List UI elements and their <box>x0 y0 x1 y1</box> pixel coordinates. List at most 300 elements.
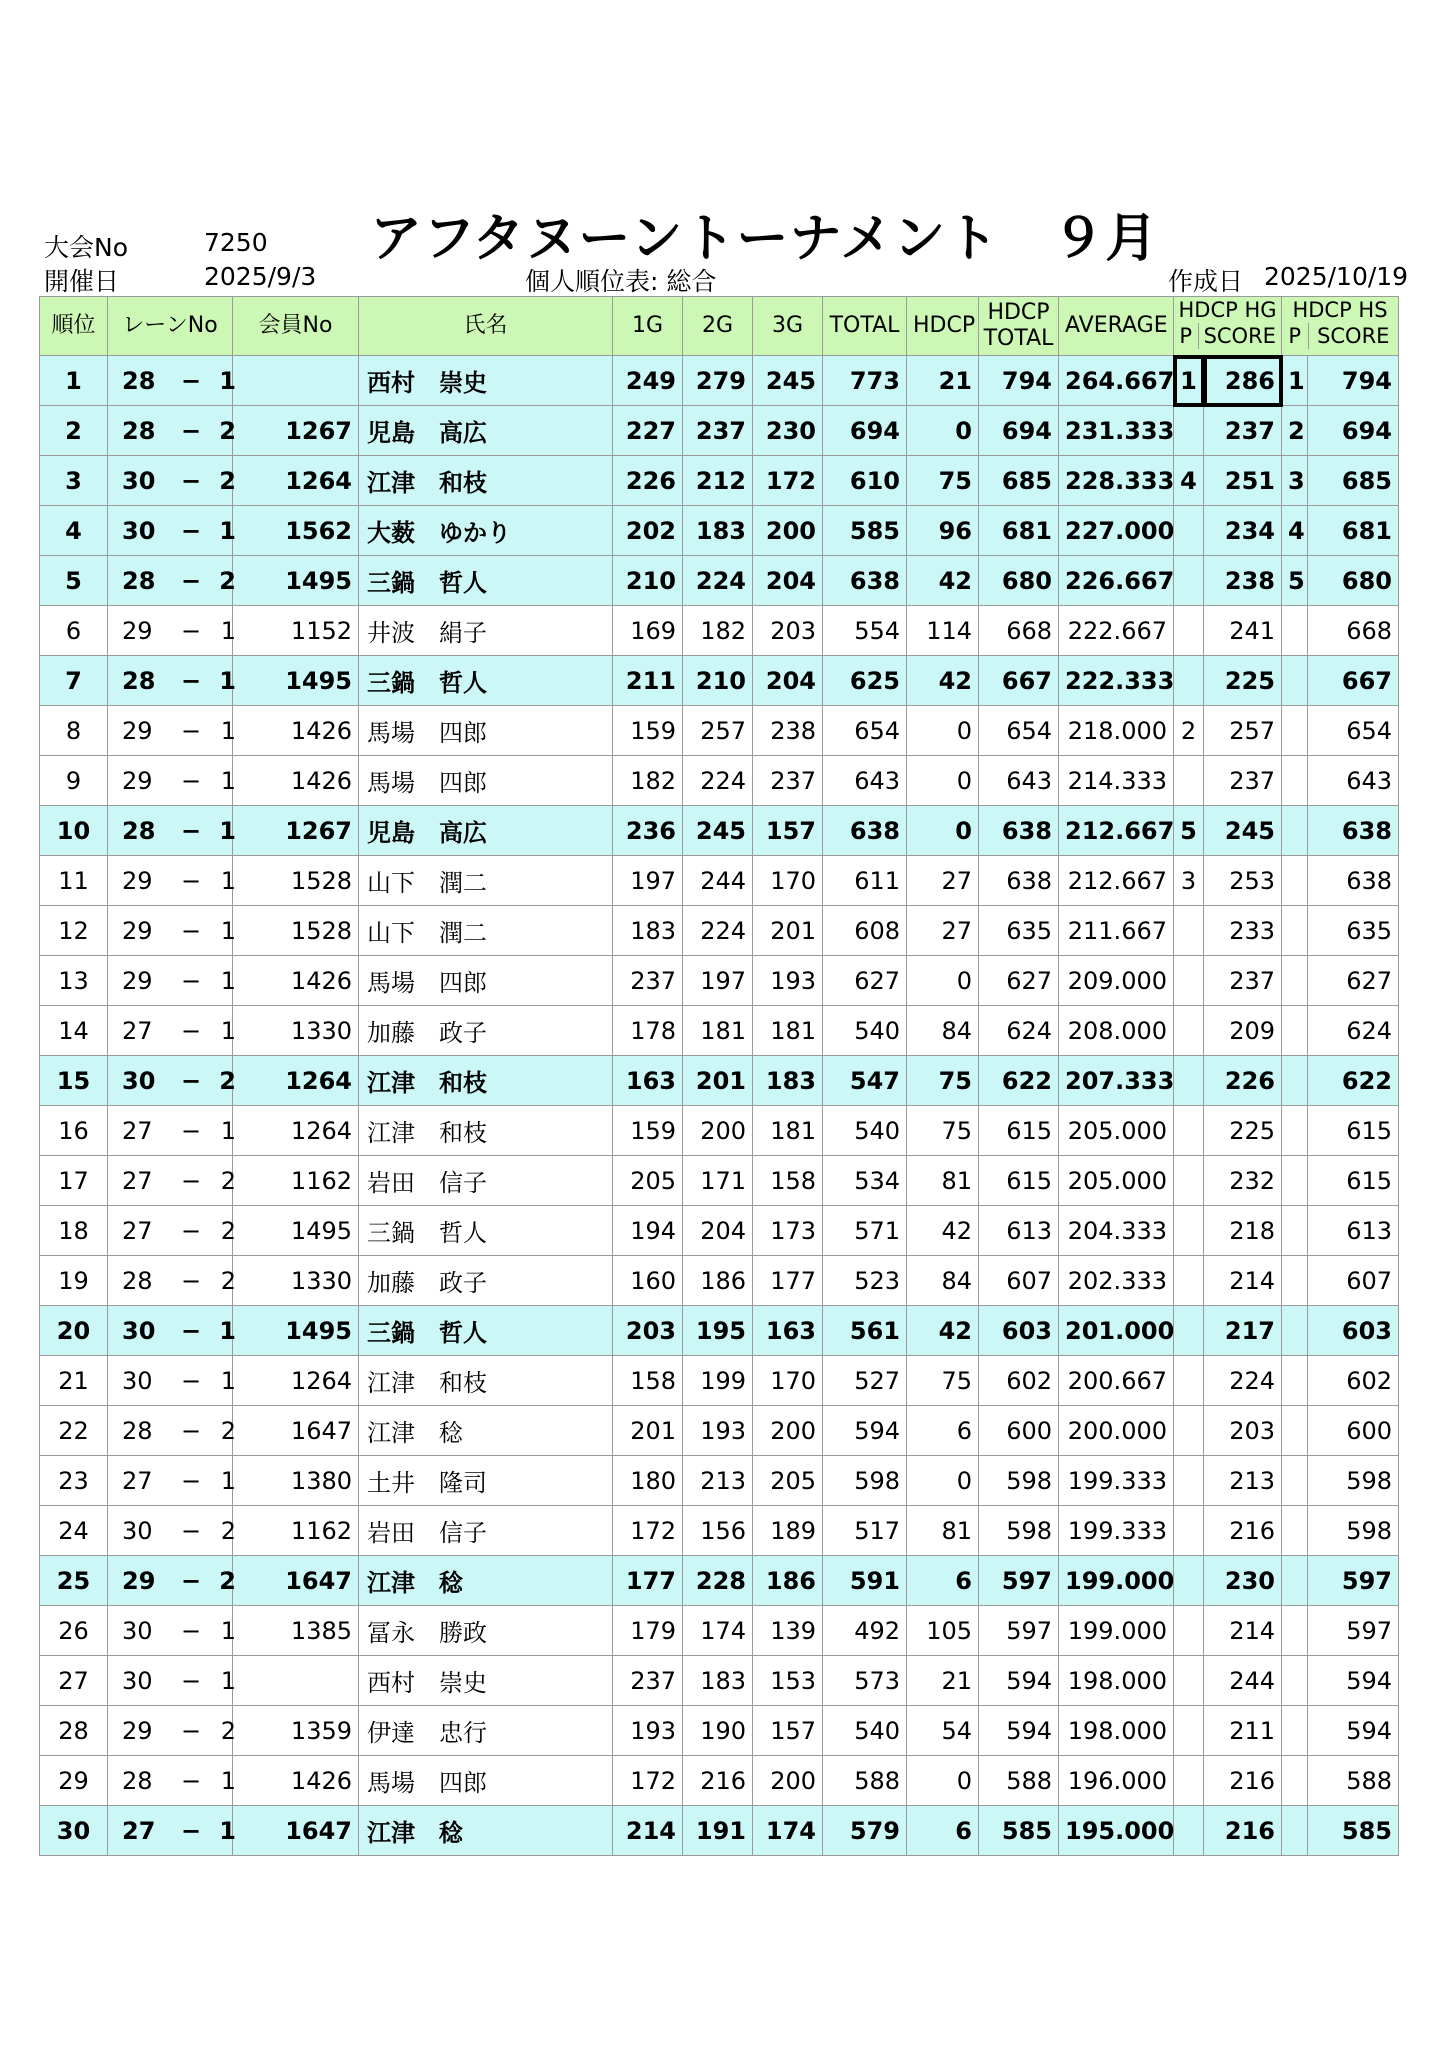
hg-score-cell: 217 <box>1204 1306 1282 1356</box>
average-cell: 199.333 <box>1059 1456 1174 1506</box>
member-no-cell: 1495 <box>233 1206 359 1256</box>
rank-cell: 26 <box>40 1606 108 1656</box>
lane-pair: 27 <box>122 1466 153 1495</box>
player-name-cell <box>359 756 613 806</box>
player-last-name: 西村 <box>367 1669 415 1697</box>
hdcp-cell: 27 <box>907 856 979 906</box>
game3-cell: 173 <box>753 1206 823 1256</box>
col-hdcp-total <box>979 297 1059 356</box>
game1-cell: 194 <box>613 1206 683 1256</box>
lane-dash: − <box>180 616 202 645</box>
player-name-cell <box>359 956 613 1006</box>
game3-cell: 204 <box>753 656 823 706</box>
game3-cell: 186 <box>753 1556 823 1606</box>
lane-cell <box>108 356 236 406</box>
total-cell: 591 <box>823 1556 907 1606</box>
hdcp-total-cell: 600 <box>979 1406 1059 1456</box>
hs-score-cell: 600 <box>1308 1406 1399 1456</box>
hs-score-cell: 635 <box>1308 906 1399 956</box>
hg-score-cell: 224 <box>1204 1356 1282 1406</box>
hdcp-total-cell: 681 <box>979 506 1059 556</box>
table-row <box>40 1656 1399 1706</box>
hg-place-cell <box>1174 1156 1204 1206</box>
hs-place-cell <box>1282 1606 1308 1656</box>
lane-side: 2 <box>220 1516 236 1545</box>
player-first-name: 崇史 <box>439 1669 487 1697</box>
hg-place-cell: 4 <box>1174 456 1204 506</box>
player-last-name: 岩田 <box>367 1519 415 1547</box>
game2-cell: 190 <box>683 1706 753 1756</box>
player-last-name: 江津 <box>367 1419 415 1447</box>
hs-score-cell: 594 <box>1308 1656 1399 1706</box>
average-cell: 228.333 <box>1059 456 1174 506</box>
player-last-name: 山下 <box>367 869 415 897</box>
player-last-name: 三鍋 <box>367 1319 415 1347</box>
hdcp-total-cell: 668 <box>979 606 1059 656</box>
game2-cell: 204 <box>683 1206 753 1256</box>
lane-cell <box>108 1056 236 1106</box>
hs-score-cell: 685 <box>1308 456 1399 506</box>
lane-side: 2 <box>219 1566 236 1595</box>
hdcp-total-cell: 598 <box>979 1456 1059 1506</box>
col-hdcp: HDCP <box>907 297 979 356</box>
col-hs-label: HDCP HS <box>1292 298 1388 322</box>
total-cell: 694 <box>823 406 907 456</box>
hdcp-cell: 75 <box>907 1356 979 1406</box>
hdcp-total-cell: 685 <box>979 456 1059 506</box>
lane-side: 2 <box>220 1216 236 1245</box>
table-row <box>40 906 1399 956</box>
total-cell: 610 <box>823 456 907 506</box>
total-cell: 561 <box>823 1306 907 1356</box>
hdcp-cell: 84 <box>907 1006 979 1056</box>
average-cell: 212.667 <box>1059 806 1174 856</box>
hs-place-cell <box>1282 1056 1308 1106</box>
game2-cell: 182 <box>683 606 753 656</box>
lane-cell <box>108 906 236 956</box>
lane-side: 2 <box>219 416 236 445</box>
game3-cell: 237 <box>753 756 823 806</box>
player-name-cell <box>359 1256 613 1306</box>
rank-cell: 23 <box>40 1456 108 1506</box>
lane-dash: − <box>180 966 202 995</box>
game2-cell: 193 <box>683 1406 753 1456</box>
game1-cell: 159 <box>613 1106 683 1156</box>
average-cell: 198.000 <box>1059 1706 1174 1756</box>
member-no-cell: 1647 <box>233 1556 359 1606</box>
lane-side: 2 <box>220 1266 236 1295</box>
lane-cell <box>108 1256 236 1306</box>
member-no-cell: 1330 <box>233 1256 359 1306</box>
game1-cell: 237 <box>613 956 683 1006</box>
game1-cell: 163 <box>613 1056 683 1106</box>
lane-side: 2 <box>219 1066 236 1095</box>
table-row <box>40 406 1399 456</box>
lane-pair: 28 <box>122 1416 153 1445</box>
game1-cell: 177 <box>613 1556 683 1606</box>
hdcp-total-cell: 635 <box>979 906 1059 956</box>
lane-side: 1 <box>220 1616 236 1645</box>
ranking-table <box>39 296 1399 1856</box>
average-cell: 205.000 <box>1059 1156 1174 1206</box>
player-last-name: 三鍋 <box>367 1219 415 1247</box>
lane-side: 1 <box>219 516 236 545</box>
player-first-name: 四郎 <box>439 769 487 797</box>
game3-cell: 193 <box>753 956 823 1006</box>
average-cell: 204.333 <box>1059 1206 1174 1256</box>
hg-place-cell <box>1174 1706 1204 1756</box>
rank-cell: 2 <box>40 406 108 456</box>
average-cell: 227.000 <box>1059 506 1174 556</box>
hs-score-cell: 668 <box>1308 606 1399 656</box>
lane-pair: 30 <box>122 1516 153 1545</box>
game1-cell: 227 <box>613 406 683 456</box>
lane-side: 1 <box>219 816 236 845</box>
hg-score-cell: 241 <box>1204 606 1282 656</box>
game2-cell: 186 <box>683 1256 753 1306</box>
total-cell: 492 <box>823 1606 907 1656</box>
game3-cell: 205 <box>753 1456 823 1506</box>
total-cell: 523 <box>823 1256 907 1306</box>
player-last-name: 土井 <box>367 1469 415 1497</box>
average-cell: 205.000 <box>1059 1106 1174 1156</box>
hdcp-cell: 81 <box>907 1156 979 1206</box>
total-cell: 554 <box>823 606 907 656</box>
total-cell: 527 <box>823 1356 907 1406</box>
table-row <box>40 756 1399 806</box>
hg-score-cell: 214 <box>1204 1606 1282 1656</box>
total-cell: 540 <box>823 1006 907 1056</box>
hdcp-cell: 42 <box>907 1206 979 1256</box>
player-last-name: 江津 <box>367 1069 415 1097</box>
hdcp-total-cell: 603 <box>979 1306 1059 1356</box>
member-no-cell <box>233 1656 359 1706</box>
game1-cell: 202 <box>613 506 683 556</box>
player-name-cell <box>359 606 613 656</box>
game1-cell: 183 <box>613 906 683 956</box>
total-cell: 625 <box>823 656 907 706</box>
member-no-cell: 1162 <box>233 1156 359 1206</box>
lane-cell <box>108 1356 236 1406</box>
player-last-name: 大薮 <box>367 519 415 547</box>
player-first-name: ゆかり <box>439 519 511 547</box>
game3-cell: 158 <box>753 1156 823 1206</box>
table-row <box>40 1506 1399 1556</box>
player-name-cell <box>359 1406 613 1456</box>
lane-side: 2 <box>219 466 236 495</box>
hdcp-cell: 75 <box>907 1056 979 1106</box>
hg-score-cell: 230 <box>1204 1556 1282 1606</box>
lane-side: 1 <box>220 1116 236 1145</box>
average-cell: 200.667 <box>1059 1356 1174 1406</box>
lane-cell <box>108 1706 236 1756</box>
player-name-cell <box>359 656 613 706</box>
average-cell: 218.000 <box>1059 706 1174 756</box>
total-cell: 654 <box>823 706 907 756</box>
total-cell: 773 <box>823 356 907 406</box>
lane-side: 1 <box>220 1466 236 1495</box>
table-row <box>40 1256 1399 1306</box>
hdcp-total-cell: 638 <box>979 856 1059 906</box>
hdcp-cell: 75 <box>907 1106 979 1156</box>
player-first-name: 哲人 <box>439 1219 487 1247</box>
player-first-name: 高広 <box>439 819 487 847</box>
player-last-name: 馬場 <box>367 969 415 997</box>
member-no-cell: 1426 <box>233 1756 359 1806</box>
player-first-name: 四郎 <box>439 969 487 997</box>
game3-cell: 201 <box>753 906 823 956</box>
player-last-name: 児島 <box>367 419 415 447</box>
member-no-cell: 1495 <box>233 1306 359 1356</box>
lane-cell <box>108 1456 236 1506</box>
total-cell: 643 <box>823 756 907 806</box>
game3-cell: 200 <box>753 1406 823 1456</box>
player-name-cell <box>359 1156 613 1206</box>
rank-cell: 11 <box>40 856 108 906</box>
game1-cell: 236 <box>613 806 683 856</box>
lane-cell <box>108 956 236 1006</box>
col-hg-p: P <box>1174 323 1199 349</box>
player-first-name: 潤二 <box>439 869 487 897</box>
lane-dash: − <box>180 1566 202 1595</box>
ranking-body <box>40 356 1399 1856</box>
game3-cell: 157 <box>753 1706 823 1756</box>
average-cell: 222.333 <box>1059 656 1174 706</box>
hg-place-cell <box>1174 556 1204 606</box>
average-cell: 209.000 <box>1059 956 1174 1006</box>
lane-pair: 29 <box>122 966 153 995</box>
player-first-name: 隆司 <box>439 1469 487 1497</box>
hg-score-cell: 216 <box>1204 1506 1282 1556</box>
game1-cell: 172 <box>613 1506 683 1556</box>
total-cell: 638 <box>823 556 907 606</box>
player-name-cell <box>359 856 613 906</box>
lane-dash: − <box>180 1316 202 1345</box>
player-last-name: 岩田 <box>367 1169 415 1197</box>
table-row <box>40 356 1399 406</box>
hdcp-cell: 0 <box>907 1456 979 1506</box>
table-row <box>40 1756 1399 1806</box>
hdcp-cell: 105 <box>907 1606 979 1656</box>
player-name-cell <box>359 1056 613 1106</box>
lane-cell <box>108 1106 236 1156</box>
col-average: AVERAGE <box>1059 297 1174 356</box>
lane-dash: − <box>180 1216 202 1245</box>
member-no-cell: 1528 <box>233 856 359 906</box>
page-title: アフタヌーントーナメント ９月 <box>370 209 1159 269</box>
col-rank: 順位 <box>40 297 108 356</box>
col-hg-score: SCORE <box>1203 324 1276 348</box>
lane-cell <box>108 756 236 806</box>
player-name-cell <box>359 1206 613 1256</box>
lane-cell <box>108 606 236 656</box>
lane-dash: − <box>180 1166 202 1195</box>
game3-cell: 153 <box>753 1656 823 1706</box>
hdcp-total-cell: 624 <box>979 1006 1059 1056</box>
player-last-name: 井波 <box>367 619 415 647</box>
lane-dash: − <box>180 866 202 895</box>
player-first-name: 和枝 <box>439 1119 487 1147</box>
rank-cell: 20 <box>40 1306 108 1356</box>
lane-pair: 27 <box>122 1216 153 1245</box>
lane-cell <box>108 856 236 906</box>
rank-cell: 28 <box>40 1706 108 1756</box>
total-cell: 598 <box>823 1456 907 1506</box>
table-row <box>40 1006 1399 1056</box>
lane-cell <box>108 556 236 606</box>
table-row <box>40 1556 1399 1606</box>
table-row <box>40 956 1399 1006</box>
hdcp-total-cell: 597 <box>979 1606 1059 1656</box>
lane-pair: 28 <box>122 666 156 695</box>
player-last-name: 江津 <box>367 1819 415 1847</box>
col-lane: レーンNo <box>108 297 233 356</box>
player-first-name: 和枝 <box>439 1069 487 1097</box>
rank-cell: 18 <box>40 1206 108 1256</box>
rank-cell: 13 <box>40 956 108 1006</box>
lane-pair: 29 <box>122 766 153 795</box>
hdcp-total-cell: 654 <box>979 706 1059 756</box>
member-no-cell: 1426 <box>233 756 359 806</box>
rank-cell: 10 <box>40 806 108 856</box>
member-no-cell: 1647 <box>233 1806 359 1856</box>
player-first-name: 哲人 <box>439 569 487 597</box>
game1-cell: 210 <box>613 556 683 606</box>
average-cell: 222.667 <box>1059 606 1174 656</box>
hdcp-total-cell: 594 <box>979 1706 1059 1756</box>
hg-score-cell: 213 <box>1204 1456 1282 1506</box>
hs-place-cell <box>1282 1556 1308 1606</box>
hs-place-cell <box>1282 1356 1308 1406</box>
hdcp-total-cell: 615 <box>979 1156 1059 1206</box>
lane-side: 1 <box>219 366 236 395</box>
total-cell: 573 <box>823 1656 907 1706</box>
average-cell: 207.333 <box>1059 1056 1174 1106</box>
rank-cell: 27 <box>40 1656 108 1706</box>
total-cell: 534 <box>823 1156 907 1206</box>
hs-score-cell: 588 <box>1308 1756 1399 1806</box>
total-cell: 540 <box>823 1106 907 1156</box>
hg-score-cell: 234 <box>1204 506 1282 556</box>
lane-dash: − <box>180 1266 202 1295</box>
hs-score-cell: 627 <box>1308 956 1399 1006</box>
lane-cell <box>108 1306 236 1356</box>
player-name-cell <box>359 1506 613 1556</box>
player-last-name: 江津 <box>367 1119 415 1147</box>
player-last-name: 三鍋 <box>367 569 415 597</box>
table-row <box>40 1356 1399 1406</box>
player-first-name: 忠行 <box>439 1719 487 1747</box>
member-no-cell: 1152 <box>233 606 359 656</box>
lane-pair: 28 <box>122 566 156 595</box>
table-row <box>40 1806 1399 1856</box>
player-last-name: 伊達 <box>367 1719 415 1747</box>
hs-score-cell: 594 <box>1308 1706 1399 1756</box>
hs-place-cell <box>1282 1756 1308 1806</box>
table-row <box>40 556 1399 606</box>
game1-cell: 182 <box>613 756 683 806</box>
player-first-name: 哲人 <box>439 669 487 697</box>
member-no-cell: 1359 <box>233 1706 359 1756</box>
hdcp-cell: 0 <box>907 406 979 456</box>
lane-dash: − <box>180 916 202 945</box>
total-cell: 571 <box>823 1206 907 1256</box>
game1-cell: 193 <box>613 1706 683 1756</box>
member-no-cell: 1267 <box>233 806 359 856</box>
member-no-cell: 1495 <box>233 656 359 706</box>
game1-cell: 159 <box>613 706 683 756</box>
lane-side: 1 <box>220 766 236 795</box>
hs-score-cell: 602 <box>1308 1356 1399 1406</box>
lane-pair: 30 <box>122 1066 156 1095</box>
game2-cell: 213 <box>683 1456 753 1506</box>
lane-cell <box>108 1756 236 1806</box>
hs-place-cell <box>1282 1456 1308 1506</box>
game2-cell: 191 <box>683 1806 753 1856</box>
player-name-cell <box>359 1656 613 1706</box>
player-name-cell <box>359 1306 613 1356</box>
table-row <box>40 1706 1399 1756</box>
total-cell: 540 <box>823 1706 907 1756</box>
game1-cell: 205 <box>613 1156 683 1206</box>
lane-pair: 29 <box>122 1566 156 1595</box>
game1-cell: 214 <box>613 1806 683 1856</box>
hs-place-cell <box>1282 1706 1308 1756</box>
hg-score-cell: 216 <box>1204 1756 1282 1806</box>
hg-score-cell: 218 <box>1204 1206 1282 1256</box>
hg-place-cell <box>1174 1306 1204 1356</box>
lane-side: 1 <box>220 1016 236 1045</box>
game2-cell: 257 <box>683 706 753 756</box>
lane-dash: − <box>180 666 202 695</box>
table-row <box>40 856 1399 906</box>
player-first-name: 稔 <box>439 1419 463 1447</box>
hs-score-cell: 681 <box>1308 506 1399 556</box>
hs-place-cell <box>1282 1406 1308 1456</box>
total-cell: 588 <box>823 1756 907 1806</box>
lane-pair: 30 <box>122 1366 153 1395</box>
table-row <box>40 606 1399 656</box>
player-first-name: 和枝 <box>439 1369 487 1397</box>
player-last-name: 江津 <box>367 469 415 497</box>
lane-pair: 28 <box>122 816 156 845</box>
hs-place-cell <box>1282 1656 1308 1706</box>
player-last-name: 江津 <box>367 1569 415 1597</box>
player-last-name: 山下 <box>367 919 415 947</box>
game3-cell: 163 <box>753 1306 823 1356</box>
game1-cell: 169 <box>613 606 683 656</box>
game2-cell: 183 <box>683 1656 753 1706</box>
player-first-name: 和枝 <box>439 469 487 497</box>
player-name-cell <box>359 806 613 856</box>
hdcp-cell: 114 <box>907 606 979 656</box>
hg-place-cell <box>1174 1506 1204 1556</box>
average-cell: 199.333 <box>1059 1506 1174 1556</box>
player-name-cell <box>359 706 613 756</box>
hs-place-cell: 5 <box>1282 556 1308 606</box>
hg-place-cell: 2 <box>1174 706 1204 756</box>
rank-cell: 8 <box>40 706 108 756</box>
member-no-cell: 1264 <box>233 1056 359 1106</box>
tournament-no-label: 大会No <box>44 233 128 262</box>
hg-place-cell: 1 <box>1174 356 1204 406</box>
lane-dash: − <box>180 466 202 495</box>
player-name-cell <box>359 456 613 506</box>
player-name-cell <box>359 1106 613 1156</box>
hg-place-cell: 3 <box>1174 856 1204 906</box>
hs-place-cell <box>1282 656 1308 706</box>
total-cell: 638 <box>823 806 907 856</box>
